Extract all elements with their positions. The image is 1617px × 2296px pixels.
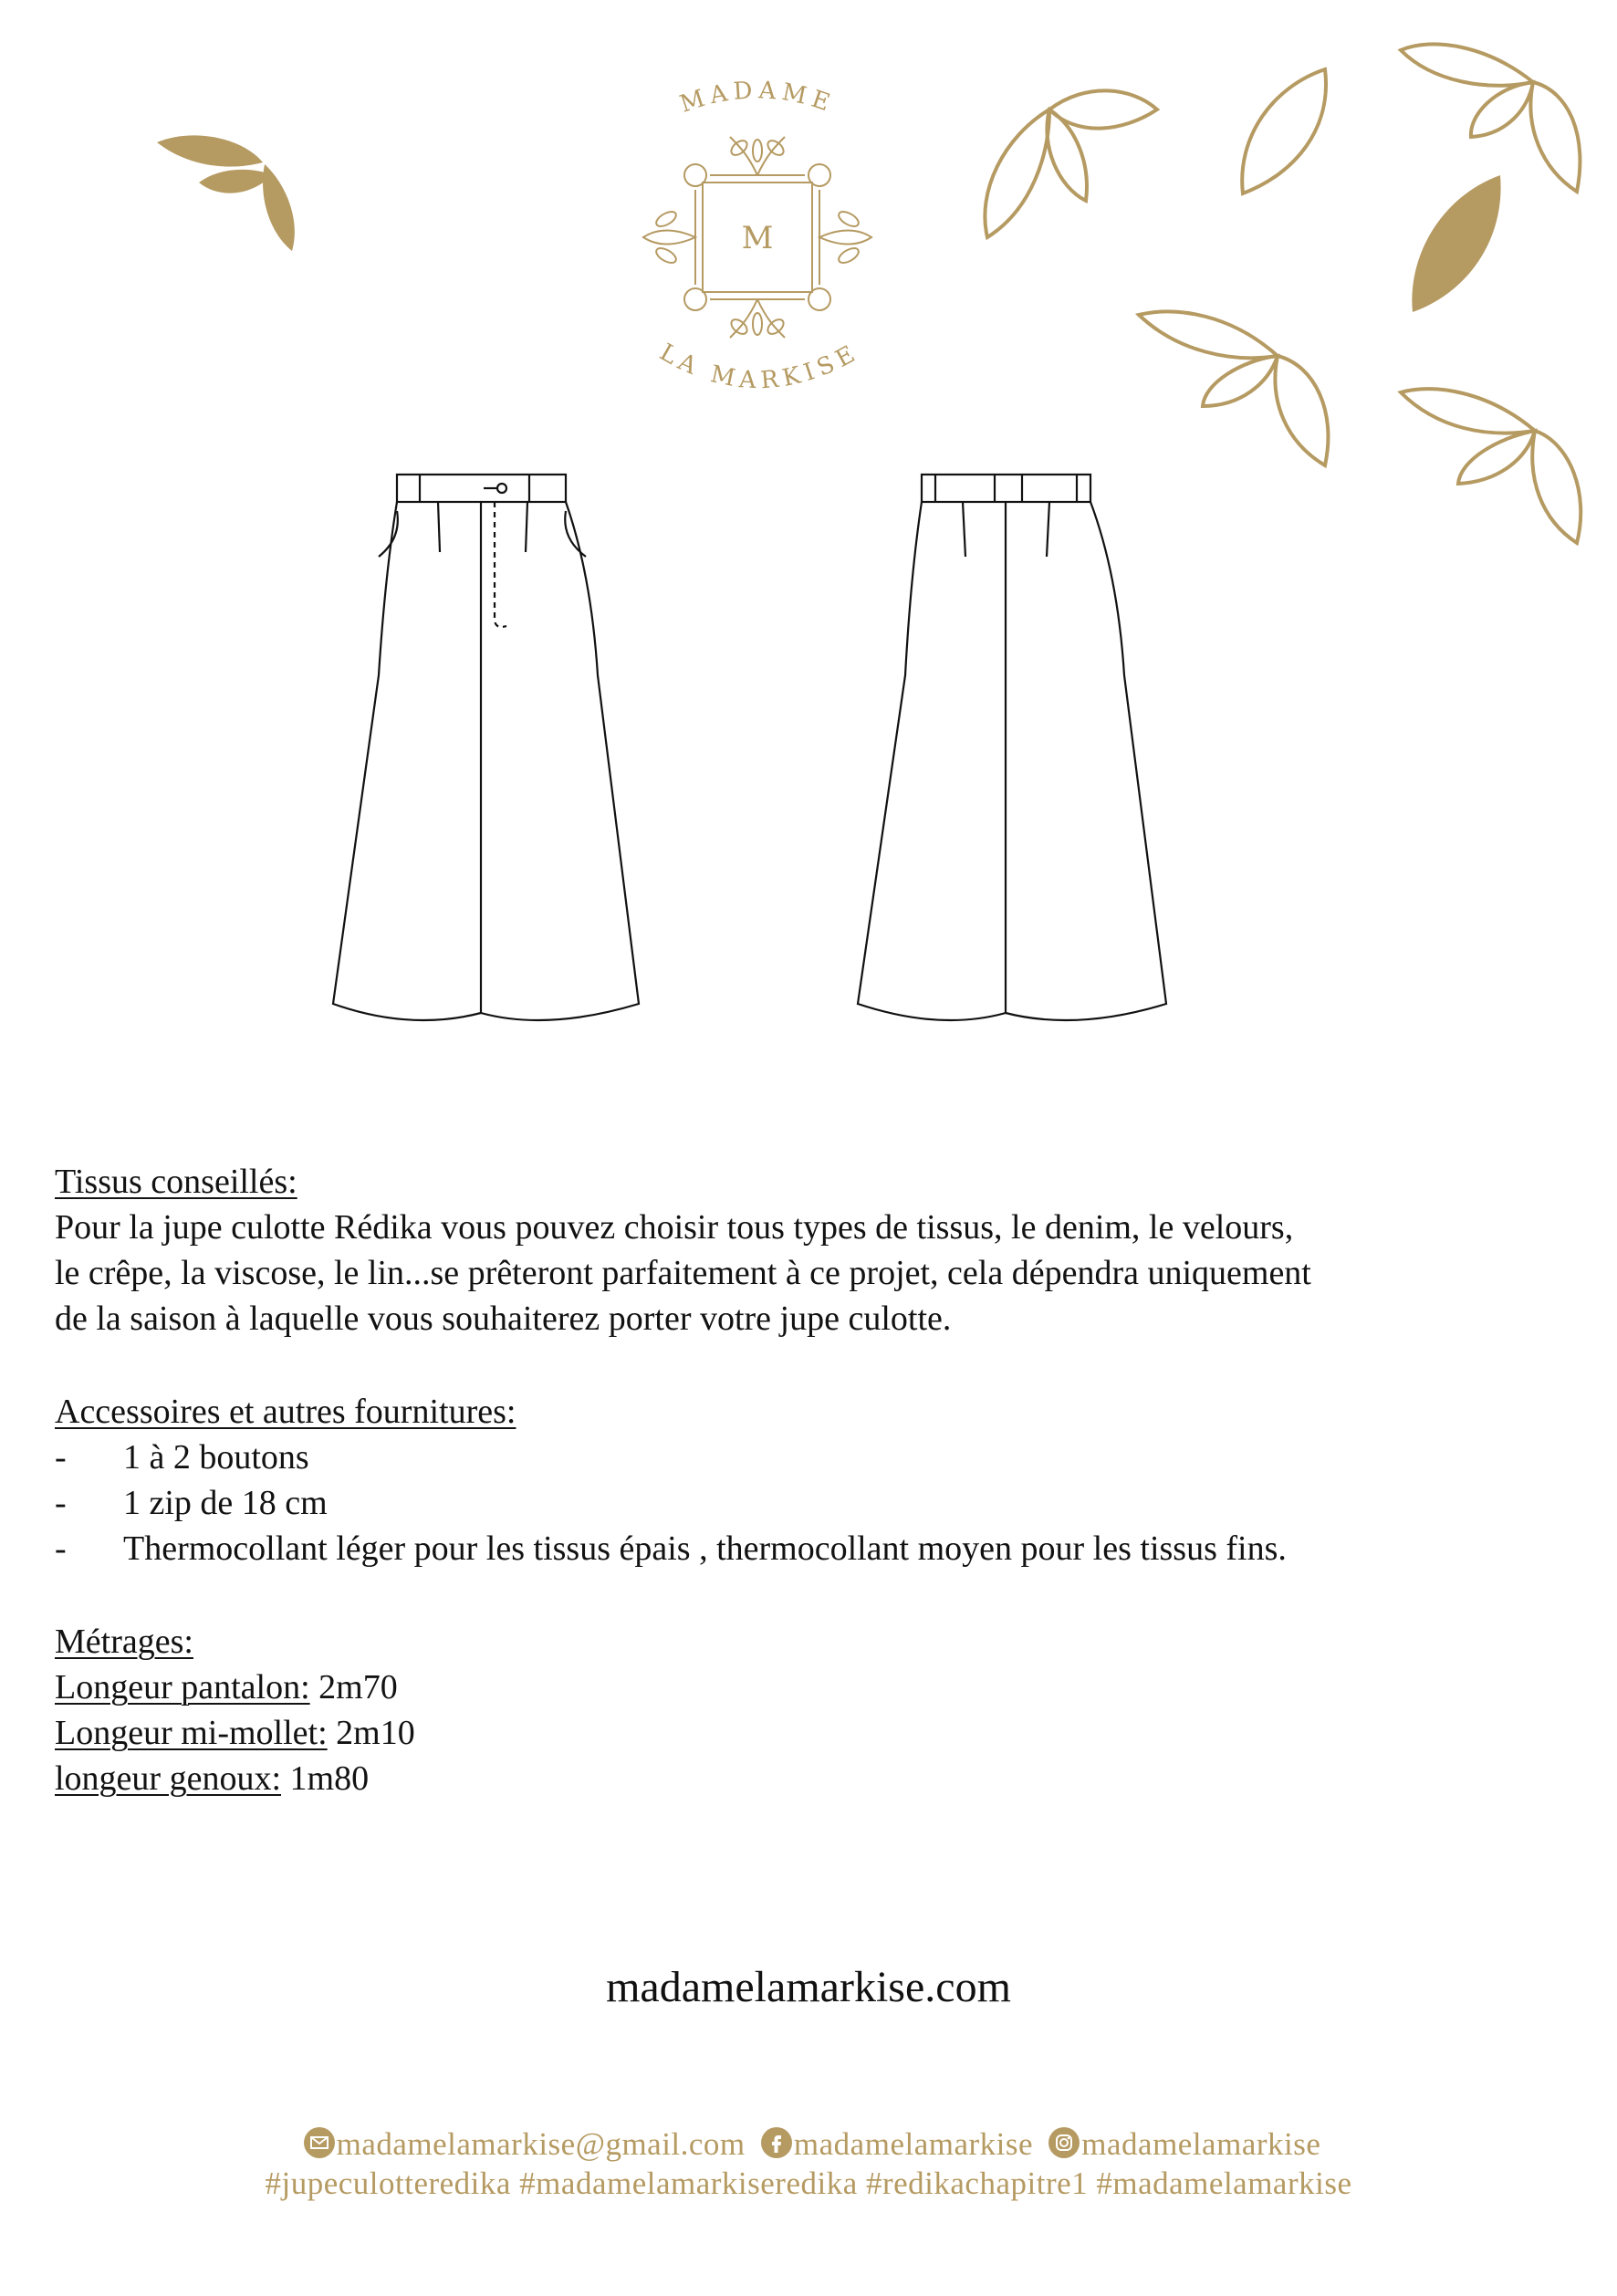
logo-monogram: M bbox=[741, 220, 774, 256]
leaf-outline-icon bbox=[1275, 356, 1328, 465]
leaf-icon bbox=[157, 135, 263, 166]
bullet-dash: - bbox=[55, 1529, 67, 1568]
leaf-outline-icon bbox=[1047, 110, 1087, 201]
footer-contacts bbox=[0, 2126, 1617, 2163]
back-view-drawing bbox=[858, 475, 1166, 1020]
footer-email[interactable]: madamelamarkise@gmail.com bbox=[336, 2126, 746, 2162]
fabrics-line: Pour la jupe culotte Rédika vous pouvez choisir tous types de tissus, le denim, le velours, bbox=[55, 1208, 1294, 1247]
leaf-outline-icon bbox=[1458, 431, 1535, 484]
yardage-value: 2m70 bbox=[309, 1668, 398, 1706]
fabrics-line: le crêpe, la viscose, le lin...se prêteront parfaitement à ce projet, cela dépendra uniquement bbox=[55, 1254, 1311, 1292]
yardage-row bbox=[55, 1710, 415, 1756]
yardage-row bbox=[55, 1665, 415, 1710]
bullet-dash: - bbox=[55, 1484, 67, 1522]
accessories-heading: Accessoires et autres fournitures: bbox=[55, 1393, 516, 1431]
technical-drawings bbox=[301, 465, 1214, 1049]
list-item-text: Thermocollant léger pour les tissus épais , thermocollant moyen pour les tissus fins. bbox=[123, 1529, 1287, 1568]
svg-text:LA MARKISE bbox=[655, 339, 864, 395]
yardage-label: longeur genoux: bbox=[55, 1759, 282, 1798]
website-link[interactable]: madamelamarkise.com bbox=[606, 1963, 1011, 2011]
yardage-row bbox=[55, 1756, 415, 1801]
footer-hashtags: #jupeculotteredika #madamelamarkiseredika #redikachapitre1 #madamelamarkise bbox=[265, 2166, 1352, 2201]
leaf-outline-icon bbox=[985, 110, 1049, 237]
yardage-heading: Métrages: bbox=[55, 1623, 193, 1661]
svg-text:MADAME bbox=[677, 77, 839, 119]
list-item bbox=[55, 1526, 1287, 1571]
mail-icon bbox=[304, 2127, 335, 2158]
fabrics-heading: Tissus conseillés: bbox=[55, 1163, 297, 1201]
leaf-outline-icon bbox=[1401, 389, 1535, 433]
bullet-dash: - bbox=[55, 1438, 67, 1477]
yardage-label: Longeur pantalon: bbox=[55, 1668, 310, 1706]
logo-bottom-text: LA MARKISE bbox=[654, 338, 865, 395]
leaf-outline-icon bbox=[1471, 82, 1533, 137]
leaf-outline-icon bbox=[1530, 82, 1580, 192]
brand-logo bbox=[602, 73, 913, 438]
facebook-icon bbox=[761, 2127, 792, 2158]
yardage-value: 1m80 bbox=[281, 1759, 370, 1798]
yardage-value: 2m10 bbox=[327, 1714, 415, 1752]
leaf-outline-icon bbox=[1242, 69, 1326, 193]
leaf-icon bbox=[263, 164, 295, 251]
footer-instagram[interactable]: madamelamarkise bbox=[1081, 2126, 1321, 2162]
fabrics-section bbox=[55, 1159, 1311, 1341]
list-item-text: 1 zip de 18 cm bbox=[123, 1484, 328, 1522]
leaf-icon bbox=[199, 170, 272, 193]
leaf-outline-icon bbox=[1532, 431, 1580, 543]
leaf-outline-icon bbox=[1203, 356, 1278, 406]
logo-top-text: MADAME bbox=[676, 77, 839, 120]
leaf-outline-icon bbox=[1139, 311, 1278, 358]
footer-facebook[interactable]: madamelamarkise bbox=[793, 2126, 1034, 2162]
accessories-section bbox=[55, 1389, 1287, 1571]
front-view-drawing bbox=[333, 475, 639, 1020]
instagram-icon bbox=[1048, 2127, 1080, 2158]
fabrics-line: de la saison à laquelle vous souhaiterez porter votre jupe culotte. bbox=[55, 1299, 952, 1338]
list-item-text: 1 à 2 boutons bbox=[123, 1438, 309, 1477]
leaf-icon bbox=[1412, 175, 1500, 312]
leaf-outline-icon bbox=[1401, 44, 1533, 85]
yardage-section bbox=[55, 1619, 415, 1801]
list-item bbox=[55, 1480, 1287, 1526]
yardage-label: Longeur mi-mollet: bbox=[55, 1714, 328, 1752]
list-item bbox=[55, 1435, 1287, 1480]
